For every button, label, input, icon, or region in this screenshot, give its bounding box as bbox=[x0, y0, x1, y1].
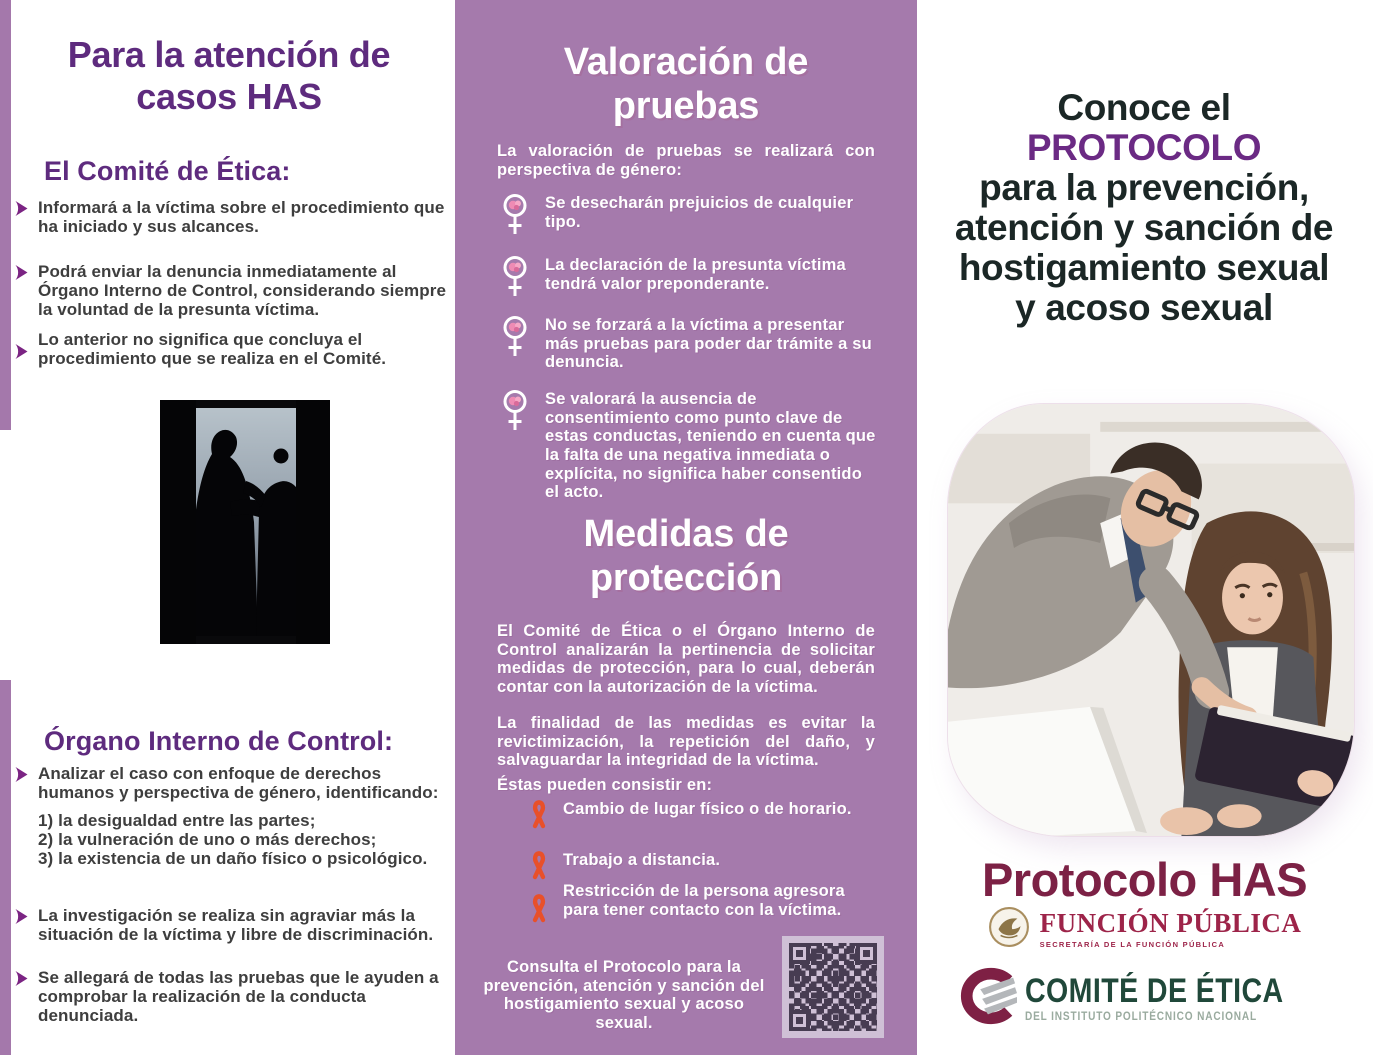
awareness-ribbon-icon bbox=[528, 851, 550, 886]
sublist-item: 3) la existencia de un daño físico o psicológico. bbox=[38, 849, 428, 869]
list-item bbox=[14, 968, 450, 1025]
funcion-publica-logo bbox=[916, 902, 1373, 956]
bullet-text: Podrá enviar la denuncia inmediatamente al Órgano Interno de Control, considerando siempre la voluntad de la presunta víctima. bbox=[38, 262, 447, 320]
bullet-text: La investigación se realiza sin agraviar más la situación de la víctima y libre de discriminación. bbox=[38, 906, 434, 945]
comite-etica-heading: El Comité de Ética: bbox=[44, 156, 291, 186]
intro-bold: valoración de pruebas bbox=[528, 142, 722, 160]
female-symbol-icon bbox=[500, 192, 530, 241]
arrow-bullet-icon bbox=[14, 766, 29, 788]
list-item bbox=[528, 800, 860, 835]
comite-etica-title: COMITÉ DE ÉTICA bbox=[1024, 972, 1284, 1010]
list-item bbox=[14, 764, 450, 868]
medidas-paragraph: La finalidad de las medidas es evitar la revictimización, la repetición del daño, y salvaguardar la integridad de la víctima. bbox=[497, 714, 875, 770]
qr-finder-top-left bbox=[789, 943, 810, 964]
bullet-text: Lo anterior no significa que concluya el procedimiento que se realiza en el Comité. bbox=[38, 330, 387, 369]
measure-item-text: Trabajo a distancia. bbox=[563, 851, 721, 869]
qr-code bbox=[782, 936, 884, 1038]
numbered-sublist bbox=[38, 811, 450, 868]
list-item bbox=[14, 906, 450, 944]
protocolo-has-title: Protocolo HAS bbox=[981, 853, 1308, 906]
sublist-item: 1) la desigualdad entre las partes; bbox=[38, 811, 316, 831]
female-symbol-icon bbox=[500, 314, 530, 363]
mexican-eagle-seal-icon bbox=[988, 906, 1030, 953]
organo-interno-heading: Órgano Interno de Control: bbox=[44, 726, 394, 756]
venus-item-text: La declaración de la presunta víctima tendrá valor preponderante. bbox=[545, 256, 846, 293]
cover-title-line1: Conoce el bbox=[1057, 87, 1231, 128]
list-item bbox=[14, 330, 450, 368]
comite-etica-text bbox=[1025, 974, 1284, 1022]
measures-intro: Éstas pueden consistir en: bbox=[497, 776, 713, 794]
awareness-ribbon-icon bbox=[528, 894, 550, 929]
cover-title-protocolo: PROTOCOLO bbox=[1026, 127, 1262, 168]
medidas-paragraph: El Comité de Ética o el Órgano Interno de Control analizarán la pertinencia de solicitar medidas de protección, para lo cual, deberán contar con la autorización de la víctima. bbox=[497, 622, 875, 696]
list-item bbox=[500, 194, 876, 241]
list-item bbox=[528, 882, 860, 929]
list-item bbox=[500, 390, 876, 502]
funcion-publica-title: FUNCIÓN PÚBLICA bbox=[1039, 907, 1302, 938]
arrow-bullet-icon bbox=[14, 264, 29, 286]
female-symbol-icon bbox=[500, 388, 530, 437]
office-harassment-photo bbox=[948, 404, 1354, 836]
medidas-title: Medidas de protección bbox=[583, 513, 789, 600]
left-edge-stripe-top bbox=[0, 0, 11, 430]
list-item bbox=[14, 198, 450, 236]
valoracion-title: Valoración de pruebas bbox=[563, 41, 809, 128]
arrow-bullet-icon bbox=[14, 970, 29, 992]
venus-item-text: No se forzará a la víctima a presentar más pruebas para poder dar trámite a su denuncia. bbox=[545, 316, 872, 372]
venus-item-text: Se valorará la ausencia de consentimiento como punto clave de estas conductas, teniendo en cuenta que la falta de una negativa inmediata o explícita, no significa haber consentido el acto. bbox=[545, 390, 876, 502]
qr-finder-top-right bbox=[856, 943, 877, 964]
venus-item-text: Se desecharán prejuicios de cualquier tipo. bbox=[545, 194, 854, 231]
bullet-text: Informará a la víctima sobre el procedimiento que ha iniciado y sus alcances. bbox=[38, 198, 445, 237]
qr-finder-bottom-left bbox=[789, 1010, 810, 1031]
left-edge-stripe-bottom bbox=[0, 680, 11, 1055]
intro-suffix: se realizará con perspectiva de género: bbox=[497, 142, 876, 179]
cover-title bbox=[944, 88, 1344, 328]
list-item bbox=[528, 851, 860, 886]
valoracion-intro bbox=[497, 142, 875, 179]
awareness-ribbon-icon bbox=[528, 800, 550, 835]
funcion-publica-text bbox=[1039, 907, 1302, 949]
comite-etica-c-icon bbox=[957, 967, 1017, 1030]
silhouette-confrontation-photo bbox=[160, 400, 330, 644]
arrow-bullet-icon bbox=[14, 908, 29, 930]
intro-prefix: La bbox=[497, 142, 529, 160]
funcion-publica-subtitle: SECRETARÍA DE LA FUNCIÓN PÚBLICA bbox=[1039, 939, 1226, 949]
measure-item-text: Cambio de lugar físico o de horario. bbox=[563, 800, 852, 818]
measure-item-text: Restricción de la persona agresora para tener contacto con la víctima. bbox=[563, 882, 845, 919]
sublist-item: 2) la vulneración de uno o más derechos; bbox=[38, 830, 377, 850]
list-item bbox=[500, 256, 876, 303]
bullet-text: Se allegará de todas las pruebas que le ayuden a comprobar la realización de la conducta denunciada. bbox=[38, 968, 439, 1026]
cover-title-rest: para la prevención, atención y sanción de hostigamiento sexual y acoso sexual bbox=[954, 167, 1334, 328]
female-symbol-icon bbox=[500, 254, 530, 303]
left-panel-title: Para la atención de casos HAS bbox=[67, 34, 391, 117]
bullet-text: Analizar el caso con enfoque de derechos humanos y perspectiva de género, identificando: bbox=[38, 764, 439, 803]
arrow-bullet-icon bbox=[14, 200, 29, 222]
list-item bbox=[14, 262, 450, 319]
list-item bbox=[500, 316, 876, 372]
comite-etica-subtitle: DEL INSTITUTO POLITÉCNICO NACIONAL bbox=[1024, 1009, 1257, 1023]
arrow-bullet-icon bbox=[14, 343, 29, 365]
comite-etica-logo bbox=[916, 962, 1373, 1034]
qr-caption: Consulta el Protocolo para la prevención, atención y sanción del hostigamiento sexual y acoso sexual. bbox=[483, 958, 765, 1032]
